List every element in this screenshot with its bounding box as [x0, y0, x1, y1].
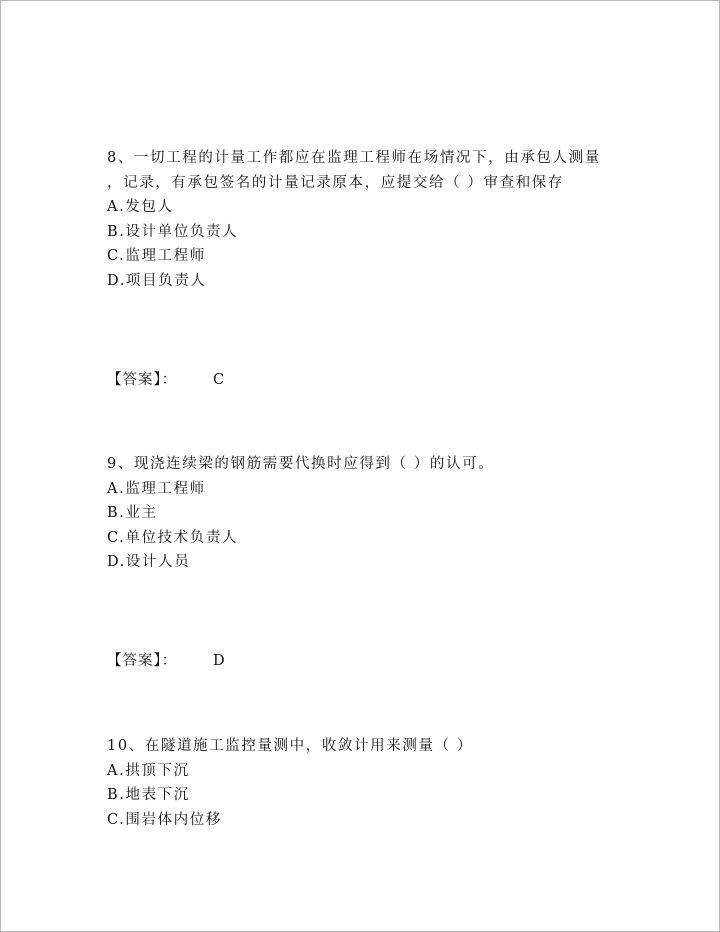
question-10-option-a: A.拱顶下沉 [107, 763, 190, 779]
question-8-stem-line-2: ，记录，有承包签名的计量记录原本，应提交给（ ）审查和保存 [107, 175, 565, 191]
question-10-option-c: C.围岩体内位移 [107, 812, 222, 828]
question-8-answer-value: C [213, 372, 225, 388]
question-9-option-a: A.监理工程师 [107, 481, 206, 497]
question-9-stem-line-1: 9、现浇连续梁的钢筋需要代换时应得到（ ）的认可。 [107, 456, 495, 472]
question-9-option-d: D.设计人员 [107, 554, 191, 570]
question-8-option-a: A.发包人 [107, 199, 174, 215]
question-8-option-b: B.设计单位负责人 [107, 224, 239, 240]
question-9-answer-value: D [213, 653, 225, 669]
question-8-answer-label: 【答案】： [107, 372, 178, 388]
question-10-stem-line-1: 10、在隧道施工监控量测中，收敛计用来测量（ ） [107, 738, 473, 754]
question-8-option-c: C.监理工程师 [107, 248, 206, 264]
question-9-option-b: B.业主 [107, 505, 158, 521]
question-9-option-c: C.单位技术负责人 [107, 530, 239, 546]
question-10-option-b: B.地表下沉 [107, 787, 190, 803]
question-9-answer-label: 【答案】： [107, 653, 178, 669]
question-8-option-d: D.项目负责人 [107, 273, 207, 289]
question-8-stem-line-1: 8、一切工程的计量工作都应在监理工程师在场情况下，由承包人测量 [107, 150, 601, 166]
